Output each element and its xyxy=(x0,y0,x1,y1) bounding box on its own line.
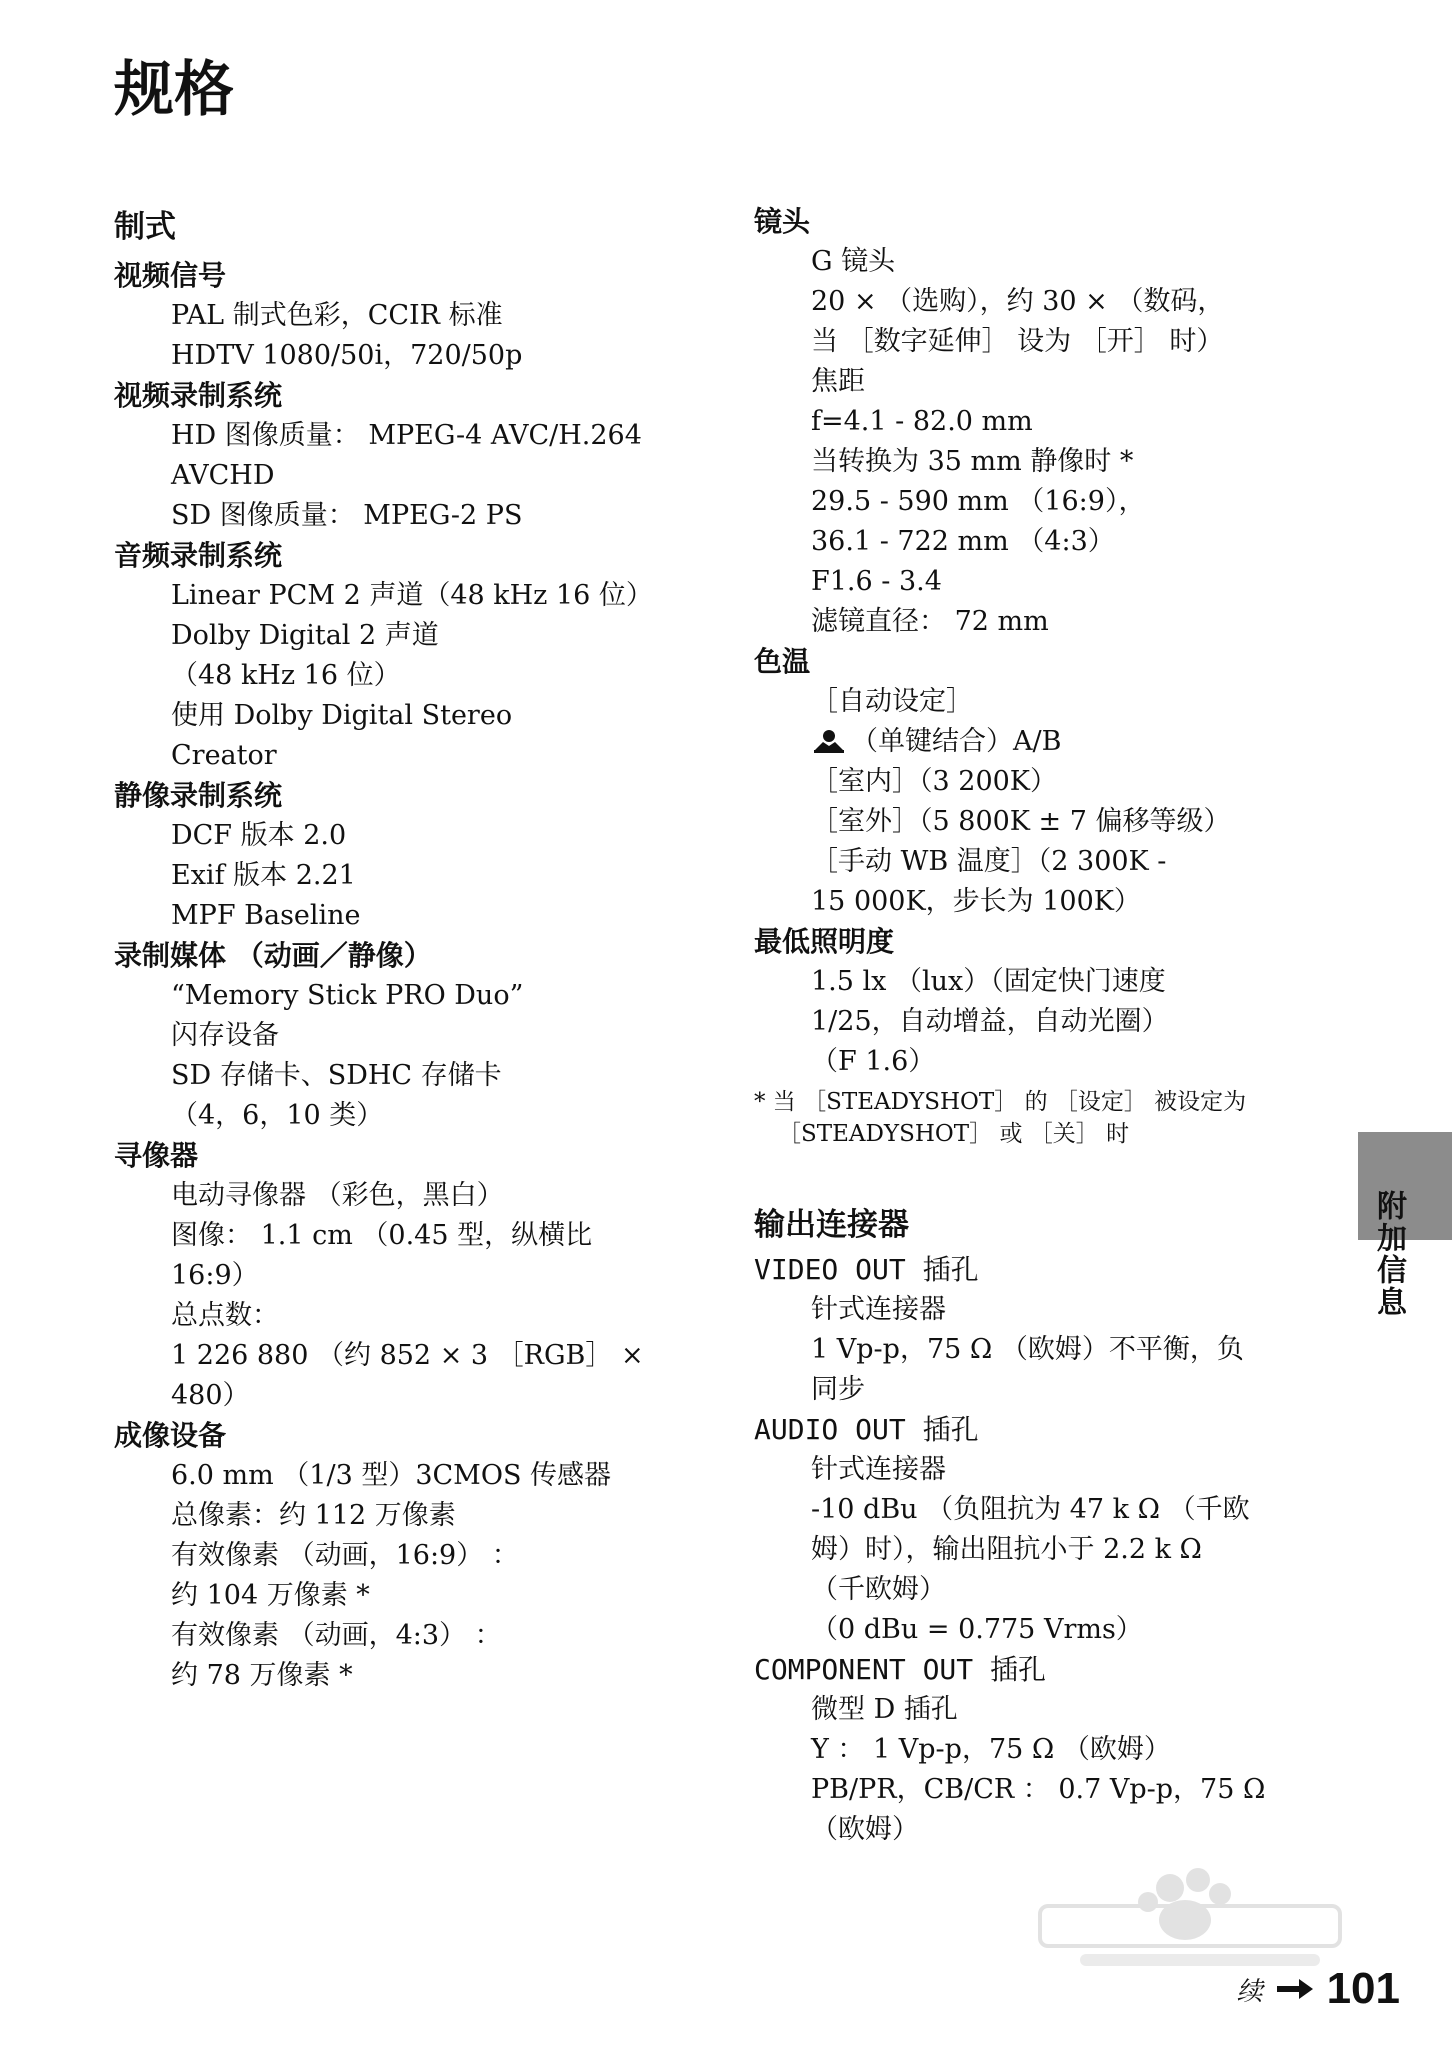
spec-line: 当转换为 35 mm 静像时 * xyxy=(811,446,1134,477)
spec-heading: 视频录制系统 xyxy=(114,379,283,412)
spec-line: 使用 Dolby Digital Stereo xyxy=(171,700,513,731)
spec-group xyxy=(754,1650,1344,1850)
spec-line: 20 × （选购），约 30 × （数码， xyxy=(811,286,1225,317)
spec-line: 480） xyxy=(171,1380,250,1411)
spec-line: G 镜头 xyxy=(811,246,896,277)
spec-heading: 镜头 xyxy=(754,205,811,238)
spec-line: ［手动 WB 温度］（2 300K - xyxy=(811,846,1167,877)
spec-line: Creator xyxy=(171,740,277,771)
wb-one-push-text: （单键结合）A/B xyxy=(851,726,1062,757)
spec-line: （欧姆） xyxy=(811,1814,919,1845)
continued-label: 续 xyxy=(1236,1976,1263,2007)
page-number: 101 xyxy=(1326,1964,1400,2013)
spec-line: SD 图像质量： MPEG-2 PS xyxy=(171,500,523,531)
one-push-wb-icon xyxy=(811,728,847,754)
spec-group xyxy=(754,202,1344,642)
section-heading-format: 制式 xyxy=(114,209,176,245)
spec-line: DCF 版本 2.0 xyxy=(171,820,347,851)
spec-heading: 录制媒体 （动画／静像） xyxy=(114,939,432,972)
spec-line: 姆）时），输出阻抗小于 2.2 k Ω xyxy=(811,1534,1202,1565)
spec-line: 1.5 lx （lux）（固定快门速度 xyxy=(811,966,1166,997)
spec-heading: COMPONENT OUT 插孔 xyxy=(754,1653,1047,1686)
spec-heading: 视频信号 xyxy=(114,259,227,292)
spec-line: HD 图像质量： MPEG-4 AVC/H.264 xyxy=(171,420,642,451)
spec-line: ［室外］（5 800K ± 7 偏移等级） xyxy=(811,806,1231,837)
spec-line: 29.5 - 590 mm （16:9）， xyxy=(811,486,1146,517)
spec-line: （千欧姆） xyxy=(811,1574,946,1605)
spec-line: “Memory Stick PRO Duo” xyxy=(171,980,524,1011)
spec-line: ［室内］（3 200K） xyxy=(811,766,1057,797)
section-heading-output: 输出连接器 xyxy=(754,1207,909,1243)
spec-line: 约 78 万像素 * xyxy=(171,1660,353,1691)
spec-line: 36.1 - 722 mm （4:3） xyxy=(811,526,1115,557)
spec-line: （0 dBu = 0.775 Vrms） xyxy=(811,1614,1143,1645)
baidu-jingyan-logo xyxy=(1020,1858,1360,1978)
spec-group xyxy=(114,256,694,376)
spec-line: 焦距 xyxy=(811,366,865,397)
spec-line: AVCHD xyxy=(171,460,275,491)
spec-line: 1 Vp-p，75 Ω （欧姆）不平衡，负 xyxy=(811,1334,1244,1365)
spec-heading: 静像录制系统 xyxy=(114,779,283,812)
spec-line: 16:9） xyxy=(171,1260,259,1291)
spec-line: 有效像素 （动画，16:9） ： xyxy=(171,1540,519,1571)
spec-group xyxy=(114,776,694,936)
spec-line: 滤镜直径： 72 mm xyxy=(811,606,1049,637)
spec-group xyxy=(114,936,694,1136)
spec-line: 1 226 880 （约 852 × 3 ［RGB］ × xyxy=(171,1340,644,1371)
spec-line: 1/25，自动增益，自动光圈） xyxy=(811,1006,1169,1037)
right-column xyxy=(754,202,1344,1850)
spec-line: Linear PCM 2 声道（48 kHz 16 位） xyxy=(171,580,653,611)
spec-line: 当 ［数字延伸］ 设为 ［开］ 时） xyxy=(811,326,1224,357)
spec-line: Exif 版本 2.21 xyxy=(171,860,356,891)
spec-heading: 音频录制系统 xyxy=(114,539,283,572)
spec-line: 电动寻像器 （彩色，黑白） xyxy=(171,1180,504,1211)
spec-line: SD 存储卡、SDHC 存储卡 xyxy=(171,1060,502,1091)
spec-group xyxy=(114,376,694,536)
spec-heading: 最低照明度 xyxy=(754,925,895,958)
page-title: 规格 xyxy=(114,55,234,125)
spec-heading: AUDIO OUT 插孔 xyxy=(754,1413,979,1446)
footnote-line: * 当 ［STEADYSHOT］ 的 ［设定］ 被设定为 xyxy=(754,1089,1247,1115)
spec-line: PB/PR，CB/CR ： 0.7 Vp-p，75 Ω xyxy=(811,1774,1266,1805)
spec-line: （F 1.6） xyxy=(811,1046,936,1077)
spec-line: Dolby Digital 2 声道 xyxy=(171,620,439,651)
spec-group xyxy=(114,1416,694,1696)
spec-line xyxy=(754,722,1344,762)
spec-line: Y ： 1 Vp-p，75 Ω （欧姆） xyxy=(811,1734,1171,1765)
spec-line: 15 000K，步长为 100K） xyxy=(811,886,1141,917)
spec-line: -10 dBu （负阻抗为 47 k Ω （千欧 xyxy=(811,1494,1250,1525)
spec-line: HDTV 1080/50i，720/50p xyxy=(171,340,523,371)
spec-line: （4，6，10 类） xyxy=(171,1100,384,1131)
spec-line: 针式连接器 xyxy=(811,1454,946,1485)
spec-group xyxy=(754,1410,1344,1650)
spec-line: 6.0 mm （1/3 型）3CMOS 传感器 xyxy=(171,1460,612,1491)
spec-heading: VIDEO OUT 插孔 xyxy=(754,1253,979,1286)
spec-group xyxy=(754,642,1344,922)
spec-line: 约 104 万像素 * xyxy=(171,1580,370,1611)
spec-heading: 寻像器 xyxy=(114,1139,199,1172)
spec-line: MPF Baseline xyxy=(171,900,361,931)
left-column xyxy=(114,202,694,1696)
spec-group xyxy=(114,1136,694,1416)
spec-line: 针式连接器 xyxy=(811,1294,946,1325)
spec-heading: 成像设备 xyxy=(114,1419,227,1452)
page-footer xyxy=(1237,1964,1400,2014)
spec-line: （48 kHz 16 位） xyxy=(171,660,401,691)
spec-line: 图像： 1.1 cm （0.45 型，纵横比 xyxy=(171,1220,593,1251)
footnote-line: ［STEADYSHOT］ 或 ［关］ 时 xyxy=(778,1121,1130,1147)
spec-line: 闪存设备 xyxy=(171,1020,279,1051)
spec-line: 同步 xyxy=(811,1374,865,1405)
spec-line: ［自动设定］ xyxy=(811,686,973,717)
spec-line: f=4.1 - 82.0 mm xyxy=(811,406,1033,437)
spec-line: 总点数： xyxy=(171,1300,279,1331)
spec-line: F1.6 - 3.4 xyxy=(811,566,942,597)
spec-group xyxy=(754,922,1344,1082)
arrow-right-icon xyxy=(1275,1976,1315,2002)
spec-line: 有效像素 （动画，4:3） ： xyxy=(171,1620,502,1651)
side-tab-label: 附加信息 xyxy=(1371,1190,1406,1318)
spec-group xyxy=(754,1250,1344,1410)
spec-heading: 色温 xyxy=(754,645,811,678)
spec-line: 总像素：约 112 万像素 xyxy=(171,1500,456,1531)
spec-line: PAL 制式色彩，CCIR 标准 xyxy=(171,300,503,331)
spec-line: 微型 D 插孔 xyxy=(811,1694,958,1725)
spec-group xyxy=(114,536,694,776)
